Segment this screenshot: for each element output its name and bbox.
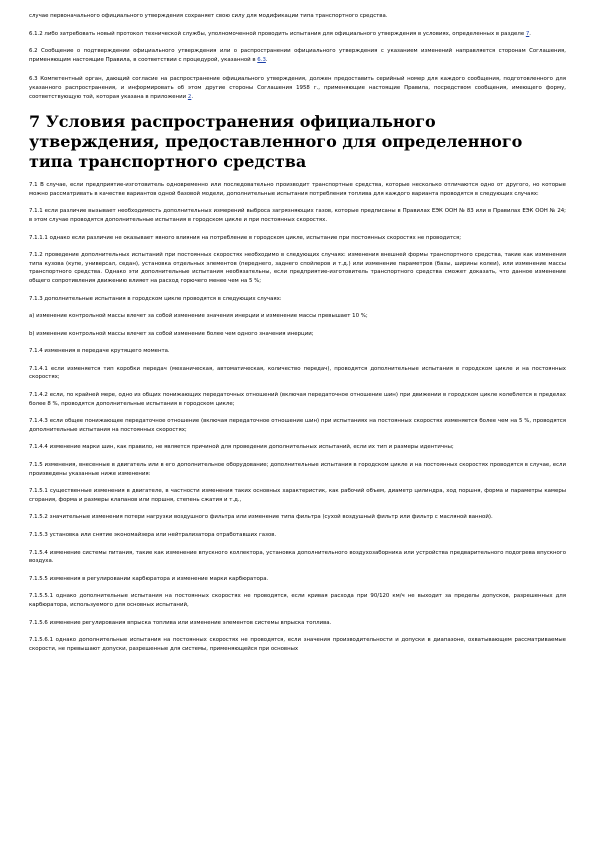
appendix-link[interactable]: 2 [187,93,192,100]
section-link[interactable]: 6.3 [257,56,266,63]
paragraph: 7.1.5.6.1 однако дополнительные испытания на постоянных скоростях не проводятся, если значения производительности и допуски в диапазоне, охватывающем рассматриваемые скорости, не превышают допуски, разрешенные для системы, применяющейся при основных [29,637,566,652]
paragraph: 7.1.5.5 изменения в регулировании карбюратора и изменение марки карбюратора. [29,575,269,582]
paragraph: случае первоначального официального утверждения сохраняет свою силу для модификации типа транспортного средства. [29,13,388,19]
paragraph: b) изменение контрольной массы влечет за собой изменение более чем одного значения инерции; [29,330,314,337]
section-heading: 7 Условия распространения официального утверждения, предоставленного для определенного типа транспортного средства [29,112,523,172]
paragraph: 7.1.2 проведение дополнительных испытаний при постоянных скоростях необходимо в следующих случаях: изменения внешней формы транспортного средства, такие как изменения типа кузова (купе, универсал, седан), установка отдельных элементов (переднего, заднего спойлеров и т.д.) или изменение параметров (базы, ширины колеи), или изменение массы транспортного средства. Однако эти дополнительные испытания необязательны, если предприятие-изготовитель транспортного средства сможет доказать, что данное изменение общего сопротивления движению влияет на расход горючего менее чем на 5 %; [29,252,566,284]
paragraph: 7.1.5.2 значительные изменения потери нагрузки воздушного фильтра или изменение типа фильтра (сухой воздушный фильтр или фильтр с масляной ванной). [29,514,493,521]
document-page [29,12,566,662]
paragraph: 7.1.1.1 однако если различие не оказывает явного влияния на потребление в городском цикле, испытание при постоянных скоростях не проводится; [29,234,462,241]
paragraph: 7.1.5.3 установка или снятие экономайзера или нейтрализатора отработавших газов. [29,532,277,538]
paragraph: 7.1.4.3 если общее понижающее передаточное отношение (включая передаточное отношение шин) при испытаниях на постоянных скоростях изменяется более чем на 5 %, проводятся дополнительные испытания на постоянных скоростях; [29,418,566,433]
paragraph: 6.1.2 либо затребовать новый протокол технической службы, уполномоченной проводить испытания для официального утверждения в условиях, определенных в разделе 7. [29,30,532,37]
paragraph: 7.1.1 если различие вызывает необходимость дополнительных измерений выброса загрязняющих газов, которые предписаны в Правилах ЕЭК ООН № 83 или в Правилах ЕЭК ООН № 24; в этом случае проводятся дополнительные испытания в городском цикле и при постоянных скоростях. [29,208,566,223]
paragraph: 6.2 Сообщение о подтверждении официального утверждения или о распространении официального утверждения с указанием изменений направляется сторонам Соглашения, применяющим настоящие Правила, в соответствии с процедурой, указанной в 6.3. [29,48,566,63]
section-body [29,181,566,653]
paragraph: 7.1.5.4 изменение системы питания, такие как изменение впускного коллектора, установка дополнительного воздухозаборника или устройства предварительного подогрева впускного воздуха. [29,549,566,565]
paragraph: 7.1.5.1 существенные изменения в двигателе, в частности изменения таких основных характеристик, как рабочий объем, диаметр цилиндра, ход поршня, форма и параметры камеры сгорания, форма и размеры клапанов или поршня, степень сжатия и т.д., [29,488,566,503]
paragraph: 7.1.5.6 изменение регулирования впрыска топлива или изменение элементов системы впрыска топлива. [29,619,332,626]
paragraph: 7.1.5.5.1 однако дополнительные испытания на постоянных скоростях не проводятся, если кривая расхода при 90/120 км/ч не выходит за пределы допусков, разрешенных для карбюратора, используемого для основных испытаний, [29,593,566,608]
paragraph: 7.1.4 изменения в передаче крутящего момента. [29,348,170,355]
paragraph: 7.1.5 изменения, внесенные в двигатель или в его дополнительное оборудование; дополнительные испытания в городском цикле и на постоянных скоростях проводятся в случае, если произведены указанные ниже изменения: [29,462,566,477]
paragraph: 7.1.4.2 если, по крайней мере, одно из общих понижающих передаточных отношений (включая передаточное отношение шин) при движении в городском цикле колеблется в пределах более 8 %, проводятся дополнительные испытания в городском цикле; [29,392,566,407]
paragraph: 7.1.4.1 если изменяется тип коробки передач (механическая, автоматическая, количество передач), проводятся дополнительные испытания в городском цикле и на постоянных скоростях; [29,365,566,381]
paragraph: 7.1.3 дополнительные испытания в городском цикле проводятся в следующих случаях: [29,295,282,302]
paragraph: 7.1 В случае, если предприятие-изготовитель одновременно или последовательно производит транспортные средства, которые несколько отличаются одно от другого, но которые можно рассматривать в качестве вариантов одной базовой модели, дополнительные испытания потребления топлива для каждого варианта проводятся в следующих случаях: [29,182,566,197]
paragraph: 7.1.4.4 изменение марки шин, как правило, не является причиной для проведения дополнительных испытаний, если их тип и размеры идентичны; [29,444,454,451]
section-link[interactable]: 7 [525,30,530,37]
paragraph: 6.3 Компетентный орган, дающий согласие на распространение официального утверждения, должен предоставить серийный номер для каждого сообщения, подготовленного для указанного распространения, и информировать об этом другие стороны Соглашения 1958 г., применяющие настоящие Правила, посредством сообщения, имеющего форму, соответствующую той, которая указана в приложении 2. [29,76,566,100]
paragraph: а) изменение контрольной массы влечет за собой изменение значения инерции и изменение массы превышает 10 %; [29,313,368,320]
